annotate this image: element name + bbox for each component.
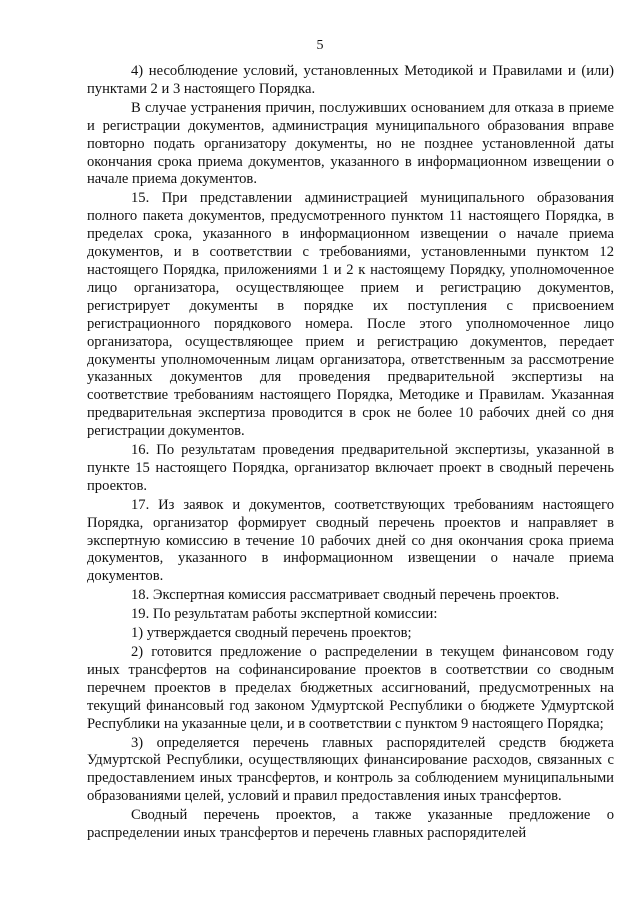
paragraph-clause-16: 16. По результатам проведения предварительной экспертизы, указанной в пункте 15 настоящего Порядка, организатор включает проект в сводный перечень проектов. bbox=[87, 442, 614, 494]
paragraph-clause-19-item-3: 3) определяется перечень главных распорядителей средств бюджета Удмуртской Республики, осуществляющих финансирование расходов, связанных с предоставлением иных трансфертов, и контроль за соблюдением муниципальными образованиями целей, условий и правил предоставления иных трансфертов. bbox=[87, 734, 614, 805]
document-body bbox=[87, 63, 614, 843]
paragraph-clause-15: 15. При представлении администрацией муниципального образования полного пакета документов, предусмотренного пунктом 11 настоящего Порядка, в пределах срока, указанного в информационном извещении о начале приема документов, и в соответствии с требованиями, установленными пунктом 12 настоящего Порядка, приложениями 1 и 2 к настоящему Порядку, уполномоченное лицо организатора, осуществляющее прием и регистрацию документов, регистрирует документы в порядке их поступления с присвоением регистрационного порядкового номера. После этого уполномоченное лицо организатора, осуществляющее прием и регистрацию документов, передает документы уполномоченным лицам организатора, ответственным за рассмотрение указанных документов для проведения предварительной экспертизы на соответствие требованиям настоящего Порядка, Методике и Правилам. Указанная предварительная экспертиза проводится в срок не более 10 рабочих дней со дня регистрации документов. bbox=[87, 190, 614, 440]
paragraph-clause-19-item-2: 2) готовится предложение о распределении в текущем финансовом году иных трансфертов на софинансирование проектов в соответствии со сводным перечнем проектов в пределах бюджетных ассигнований, предусмотренных на текущий финансовый год законом Удмуртской Республики о бюджете Удмуртской Республики на указанные цели, и в соответствии с пунктом 9 настоящего Порядка; bbox=[87, 644, 614, 732]
paragraph-refusal-resubmission: В случае устранения причин, послуживших основанием для отказа в приеме и регистрации документов, администрация муниципального образования вправе повторно подать организатору документы, но не позднее установленной даты окончания срока приема документов, указанного в информационном извещении о начале приема документов. bbox=[87, 99, 614, 188]
paragraph-summary-list: Сводный перечень проектов, а также указанные предложение о распределении иных трансфертов и перечень главных распорядителей bbox=[87, 807, 614, 842]
paragraph-clause-18: 18. Экспертная комиссия рассматривает сводный перечень проектов. bbox=[131, 587, 560, 604]
paragraph-clause-19: 19. По результатам работы экспертной комиссии: bbox=[131, 606, 438, 623]
paragraph-item-4: 4) несоблюдение условий, установленных Методикой и Правилами и (или) пунктами 2 и 3 настоящего Порядка. bbox=[87, 63, 614, 97]
paragraph-clause-17: 17. Из заявок и документов, соответствующих требованиям настоящего Порядка, организатор формирует сводный перечень проектов и направляет в экспертную комиссию в течение 10 рабочих дней со дня окончания срока приема документов, указанного в информационном извещении о начале приема документов. bbox=[87, 496, 614, 585]
paragraph-clause-19-item-1: 1) утверждается сводный перечень проектов; bbox=[131, 625, 412, 642]
page-number: 5 bbox=[316, 38, 324, 53]
